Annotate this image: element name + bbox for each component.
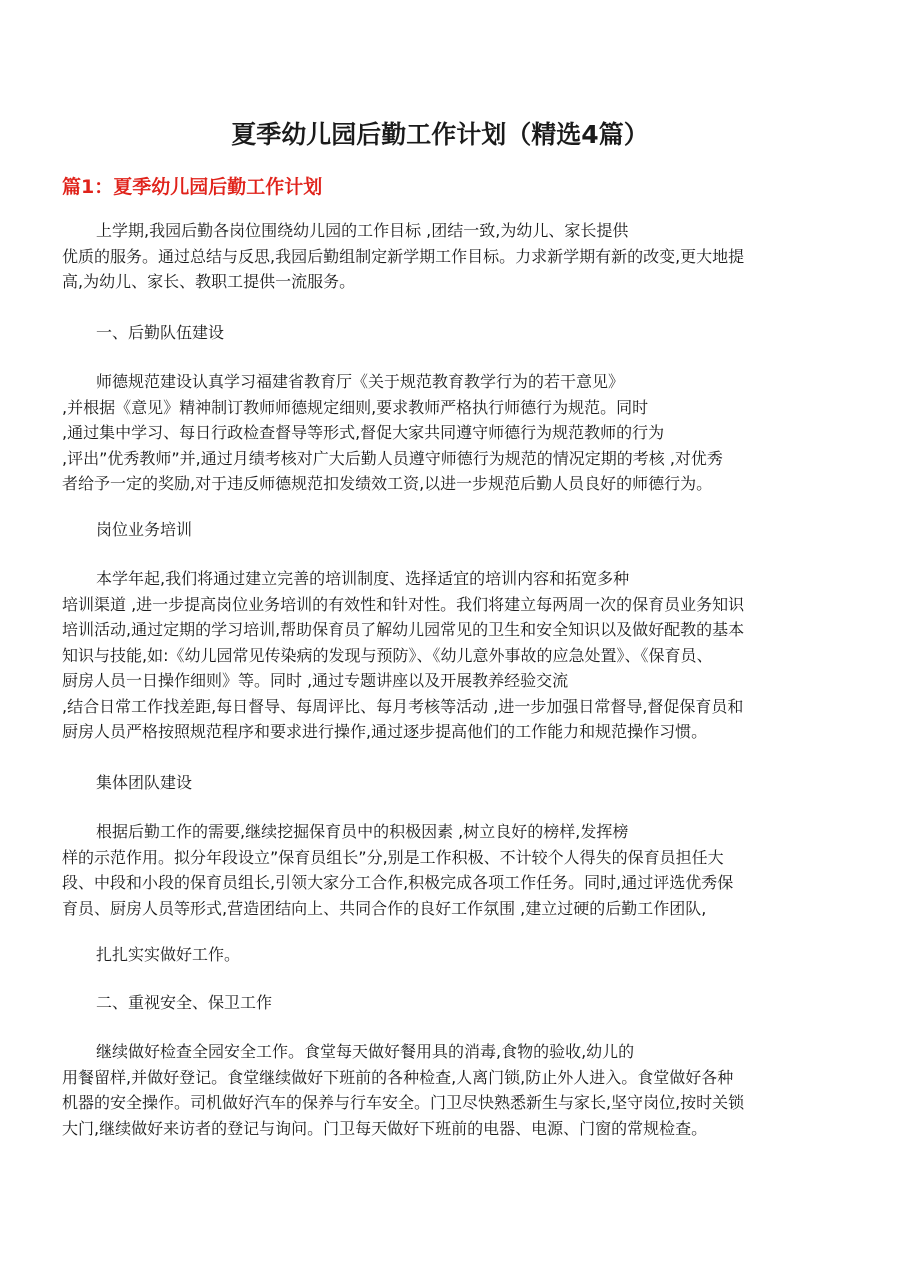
text-line: 样的示范作用。拟分年段设立”保育员组长”分,别是工作积极、不计较个人得失的保育员担任大	[62, 847, 724, 867]
text-line: 大门,继续做好来访者的登记与询问。门卫每天做好下班前的电器、电源、门窗的常规检查。	[62, 1118, 708, 1138]
text-line: ,通过集中学习、每日行政检查督导等形式,督促大家共同遵守师德行为规范教师的行为	[62, 423, 665, 442]
text-line: 继续做好检查全园安全工作。食堂每天做好餐用具的消毒,食物的验收,幼儿的	[96, 1042, 635, 1061]
text-line: 扎扎实实做好工作。	[96, 945, 241, 964]
text-line: 知识与技能,如:《幼儿园常见传染病的发现与预防》、《幼儿意外事故的应急处置》、《保育员、	[62, 645, 713, 665]
section-heading: 篇1：夏季幼儿园后勤工作计划	[62, 176, 323, 198]
subheading-text: 集体团队建设	[96, 773, 193, 792]
text-line: 根据后勤工作的需要,继续挖掘保育员中的积极因素 ,树立良好的榜样,发挥榜	[96, 822, 629, 841]
subheading-team-building	[62, 320, 842, 346]
text-line: 师德规范建设认真学习福建省教育厅《关于规范教育教学行为的若干意见》	[96, 372, 625, 391]
paragraph-ethics	[62, 369, 842, 497]
text-line: 用餐留样,并做好登记。食堂继续做好下班前的各种检查,人离门锁,防止外人进入。食堂做好各种	[62, 1067, 734, 1087]
subheading-text: 一、后勤队伍建设	[96, 323, 225, 342]
subheading-text: 二、重视安全、保卫工作	[96, 993, 273, 1012]
paragraph-solid-work	[62, 942, 842, 968]
document-title: 夏季幼儿园后勤工作计划（精选4篇）	[231, 120, 649, 149]
text-line: ,评出”优秀教师”并,通过月绩考核对广大后勤人员遵守师德行为规范的情况定期的考核 ,对优秀	[62, 448, 723, 468]
text-line: 厨房人员严格按照规范程序和要求进行操作,通过逐步提高他们的工作能力和规范操作习惯。	[62, 722, 708, 741]
text-line: 者给予一定的奖励,对于违反师德规范扣发绩效工资,以进一步规范后勤人员良好的师德行为。	[62, 474, 713, 493]
text-line: 本学年起,我们将通过建立完善的培训制度、选择适宜的培训内容和拓宽多种	[96, 569, 630, 588]
text-line: 上学期,我园后勤各岗位围绕幼儿园的工作目标 ,团结一致,为幼儿、家长提供	[96, 221, 629, 240]
subheading-text: 岗位业务培训	[96, 520, 193, 539]
text-line: 机器的安全操作。司机做好汽车的保养与行车安全。门卫尽快熟悉新生与家长,坚守岗位,按时关锁	[62, 1093, 745, 1112]
text-line: 培训活动,通过定期的学习培训,帮助保育员了解幼儿园常见的卫生和安全知识以及做好配教的基本	[62, 620, 745, 639]
text-line: 育员、厨房人员等形式,营造团结向上、共同合作的良好工作氛围 ,建立过硬的后勤工作团队,	[62, 898, 707, 918]
text-line: 厨房人员一日操作细则》等。同时 ,通过专题讲座以及开展教养经验交流	[62, 671, 569, 690]
text-line: 优质的服务。通过总结与反思,我园后勤组制定新学期工作目标。力求新学期有新的改变,更大地提	[62, 246, 745, 266]
paragraph-collective	[62, 819, 842, 921]
text-line: 高,为幼儿、家长、教职工提供一流服务。	[62, 272, 356, 291]
paragraph-safety	[62, 1039, 842, 1141]
paragraph-intro	[62, 218, 842, 295]
text-line: 段、中段和小段的保育员组长,引领大家分工合作,积极完成各项工作任务。同时,通过评选优秀保	[62, 873, 734, 892]
text-line: ,并根据《意见》精神制订教师师德规定细则,要求教师严格执行师德行为规范。同时	[62, 397, 649, 417]
paragraph-training	[62, 566, 842, 745]
text-line: 培训渠道 ,进一步提高岗位业务培训的有效性和针对性。我们将建立每两周一次的保育员业务知识	[62, 594, 745, 614]
subheading-job-training	[62, 517, 842, 543]
subheading-collective-team	[62, 770, 842, 796]
subheading-safety	[62, 990, 842, 1016]
text-line: ,结合日常工作找差距,每日督导、每周评比、每月考核等活动 ,进一步加强日常督导,督促保育员和	[62, 696, 744, 716]
